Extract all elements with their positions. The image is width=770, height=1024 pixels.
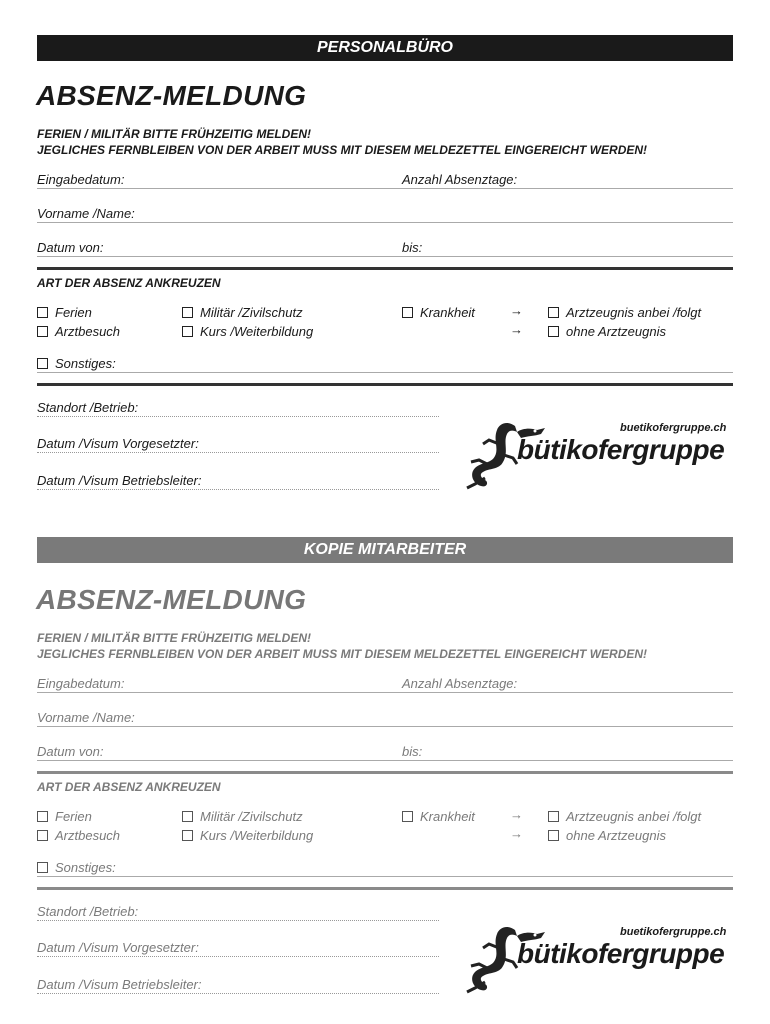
label-absenztage: Anzahl Absenztage: <box>402 172 518 187</box>
checkbox-label: Krankheit <box>420 305 475 320</box>
checkbox-box[interactable] <box>548 307 559 318</box>
section-header-bar: PERSONALBÜRO <box>37 35 733 61</box>
logo-brand: bütikofergruppe <box>517 434 725 465</box>
checkbox-kurs[interactable] <box>182 828 313 843</box>
label-bis: bis: <box>402 744 423 759</box>
name-field[interactable] <box>37 222 733 223</box>
notice-line-1: FERIEN / MILITÄR BITTE FRÜHZEITIG MELDEN! <box>37 631 311 645</box>
divider-rule <box>37 267 733 270</box>
arrow-icon: → <box>510 303 523 318</box>
logo-url: buetikofergruppe.ch <box>620 422 727 434</box>
checkbox-label: Arztzeugnis anbei /folgt <box>566 809 702 824</box>
checkbox-arztbesuch[interactable] <box>37 324 120 339</box>
divider-rule <box>37 887 733 890</box>
checkbox-box[interactable] <box>402 811 413 822</box>
label-visum-betriebsleiter: Datum /Visum Betriebsleiter: <box>37 977 202 992</box>
checkbox-label: Krankheit <box>420 809 475 824</box>
label-eingabedatum: Eingabedatum: <box>37 676 125 691</box>
checkbox-militaer[interactable] <box>182 809 303 824</box>
label-name: Vorname /Name: <box>37 206 135 221</box>
checkbox-ohne-zeugnis[interactable] <box>548 324 666 339</box>
checkbox-box[interactable] <box>37 307 48 318</box>
eingabedatum-field[interactable] <box>37 188 733 189</box>
standort-field[interactable] <box>37 416 439 417</box>
checkbox-label: ohne Arztzeugnis <box>566 324 666 339</box>
checkbox-label: Kurs /Weiterbildung <box>200 324 314 339</box>
checkbox-label: Militär /Zivilschutz <box>200 809 303 824</box>
checkbox-box[interactable] <box>548 830 559 841</box>
checkbox-box[interactable] <box>37 358 48 369</box>
checkbox-sonstiges[interactable] <box>37 860 116 875</box>
checkbox-label: Arztzeugnis anbei /folgt <box>566 305 702 320</box>
label-bis: bis: <box>402 240 423 255</box>
checkbox-krankheit[interactable] <box>402 305 475 320</box>
form-copy <box>0 504 770 1024</box>
form-title: ABSENZ-MELDUNG <box>36 80 307 111</box>
arrow-icon: → <box>510 322 523 337</box>
notice-line-2: JEGLICHES FERNBLEIBEN VON DER ARBEIT MUSS MIT DIESEM MELDEZETTEL EINGEREICHT WERDEN! <box>37 647 648 661</box>
notice-line-1: FERIEN / MILITÄR BITTE FRÜHZEITIG MELDEN! <box>37 127 311 141</box>
logo-brand: bütikofergruppe <box>517 938 725 969</box>
divider-rule <box>37 383 733 386</box>
checkbox-box[interactable] <box>402 307 413 318</box>
standort-field[interactable] <box>37 920 439 921</box>
checkbox-label: Sonstiges: <box>55 356 116 371</box>
checkbox-label: ohne Arztzeugnis <box>566 828 666 843</box>
checkbox-ferien[interactable] <box>37 305 92 320</box>
divider-rule <box>37 771 733 774</box>
checkbox-label: Kurs /Weiterbildung <box>200 828 314 843</box>
checkbox-label: Arztbesuch <box>55 324 121 339</box>
checkbox-label: Arztbesuch <box>55 828 121 843</box>
checkbox-krankheit[interactable] <box>402 809 475 824</box>
form-title: ABSENZ-MELDUNG <box>36 584 307 615</box>
visum-betriebsleiter-field[interactable] <box>37 993 439 994</box>
checkbox-sonstiges[interactable] <box>37 356 116 371</box>
label-visum-vorgesetzter: Datum /Visum Vorgesetzter: <box>37 940 199 955</box>
section-header-bar: KOPIE MITARBEITER <box>37 537 733 563</box>
arrow-icon: → <box>510 807 523 822</box>
notice-line-2: JEGLICHES FERNBLEIBEN VON DER ARBEIT MUSS MIT DIESEM MELDEZETTEL EINGEREICHT WERDEN! <box>37 143 648 157</box>
checkbox-box[interactable] <box>182 326 193 337</box>
label-absenztage: Anzahl Absenztage: <box>402 676 518 691</box>
visum-vorgesetzter-field[interactable] <box>37 452 439 453</box>
label-eingabedatum: Eingabedatum: <box>37 172 125 187</box>
visum-betriebsleiter-field[interactable] <box>37 489 439 490</box>
sonstiges-field[interactable] <box>37 876 733 877</box>
checkbox-box[interactable] <box>548 326 559 337</box>
art-heading: ART DER ABSENZ ANKREUZEN <box>37 780 221 794</box>
checkbox-kurs[interactable] <box>182 324 313 339</box>
checkbox-ferien[interactable] <box>37 809 92 824</box>
checkbox-arztzeugnis[interactable] <box>548 809 701 824</box>
checkbox-label: Militär /Zivilschutz <box>200 305 303 320</box>
checkbox-box[interactable] <box>37 811 48 822</box>
datum-field[interactable] <box>37 760 733 761</box>
label-standort: Standort /Betrieb: <box>37 904 139 919</box>
name-field[interactable] <box>37 726 733 727</box>
checkbox-arztzeugnis[interactable] <box>548 305 701 320</box>
checkbox-label: Ferien <box>55 305 92 320</box>
label-name: Vorname /Name: <box>37 710 135 725</box>
label-visum-vorgesetzter: Datum /Visum Vorgesetzter: <box>37 436 199 451</box>
label-datum-von: Datum von: <box>37 240 104 255</box>
datum-field[interactable] <box>37 256 733 257</box>
form-original <box>0 0 770 504</box>
checkbox-box[interactable] <box>182 830 193 841</box>
checkbox-militaer[interactable] <box>182 305 303 320</box>
sonstiges-field[interactable] <box>37 372 733 373</box>
checkbox-box[interactable] <box>37 326 48 337</box>
checkbox-ohne-zeugnis[interactable] <box>548 828 666 843</box>
art-heading: ART DER ABSENZ ANKREUZEN <box>37 276 221 290</box>
checkbox-box[interactable] <box>548 811 559 822</box>
label-standort: Standort /Betrieb: <box>37 400 139 415</box>
checkbox-box[interactable] <box>182 307 193 318</box>
arrow-icon: → <box>510 826 523 841</box>
label-visum-betriebsleiter: Datum /Visum Betriebsleiter: <box>37 473 202 488</box>
visum-vorgesetzter-field[interactable] <box>37 956 439 957</box>
checkbox-label: Ferien <box>55 809 92 824</box>
company-logo <box>455 418 735 494</box>
checkbox-label: Sonstiges: <box>55 860 116 875</box>
checkbox-box[interactable] <box>182 811 193 822</box>
checkbox-box[interactable] <box>37 830 48 841</box>
checkbox-arztbesuch[interactable] <box>37 828 120 843</box>
label-datum-von: Datum von: <box>37 744 104 759</box>
checkbox-box[interactable] <box>37 862 48 873</box>
eingabedatum-field[interactable] <box>37 692 733 693</box>
company-logo <box>455 922 735 998</box>
logo-url: buetikofergruppe.ch <box>620 926 727 938</box>
